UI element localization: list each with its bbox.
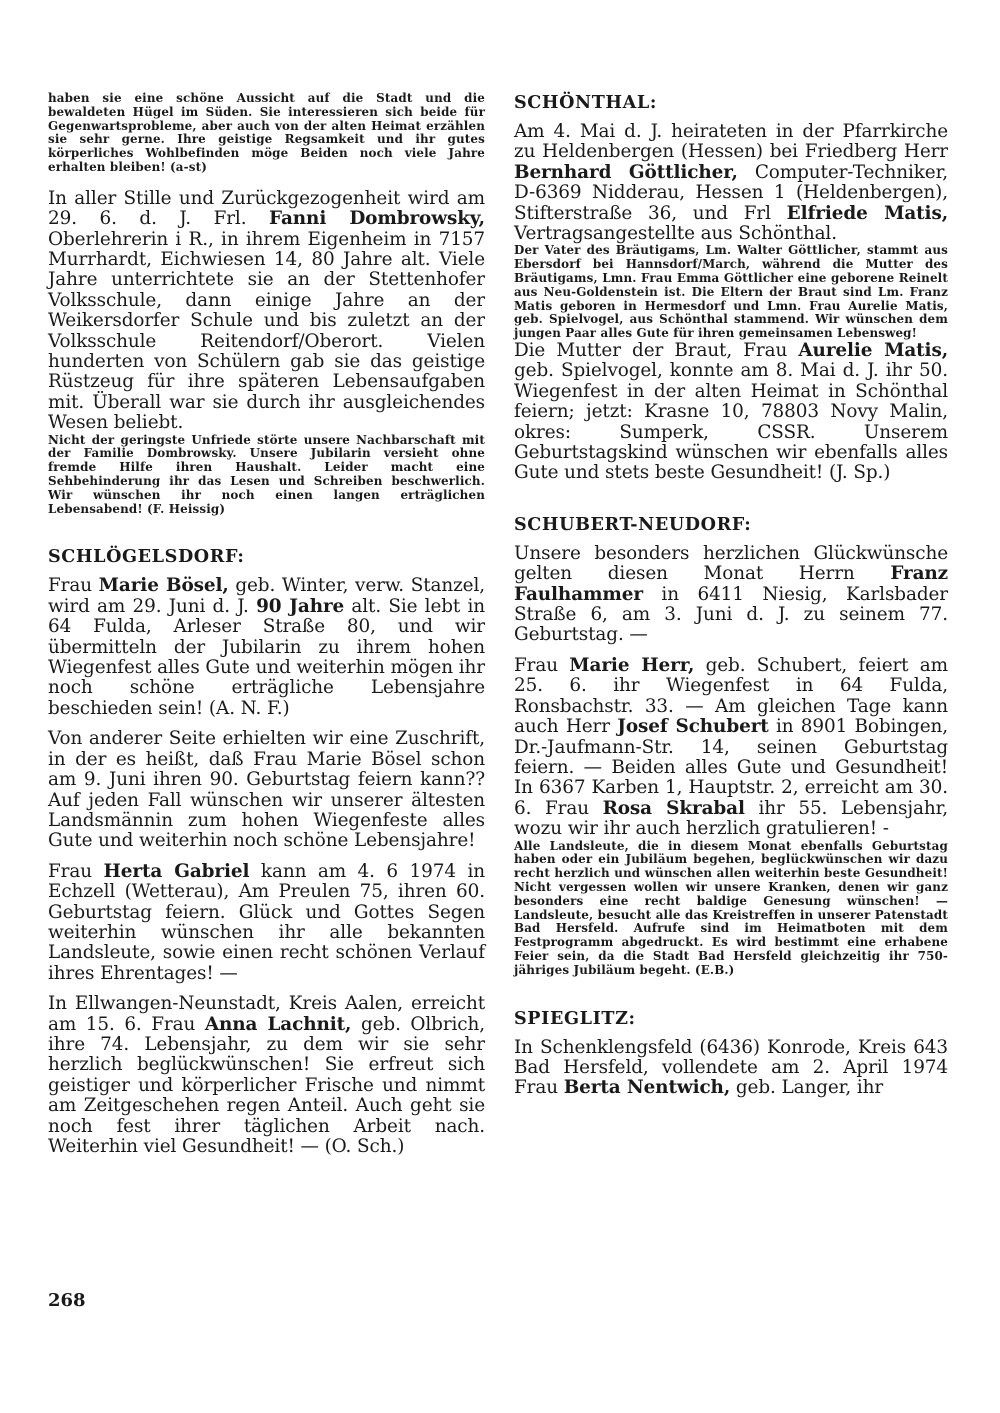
- heading-spieglitz: SPIEGLITZ:: [514, 1007, 636, 1029]
- intro-small-paragraph: haben sie eine schöne Aussicht auf die Stadt und die bewaldeten Hügel im Süden. Sie interessieren sich beide für Gegenwartsprobleme, aber auch von der alten Heimat erzählen sie sehr gerne. Ihre geistige Regsamkeit und ihr gutes körperliches Wohlbefinden möge Beiden noch viele Jahre erhalten bleiben! (a-st): [48, 91, 485, 174]
- person-name: Berta Nentwich,: [563, 1077, 731, 1099]
- heading-schubert-neudorf: SCHUBERT-NEUDORF:: [514, 513, 752, 535]
- herr-paragraph: Frau Marie Herr, geb. Schubert, feiert am 25. 6. ihr Wiegenfest in 64 Fulda, Ronsbachstr. 33. — Am gleichen Tage kann auch Herr Josef Schubert in 8901 Bobingen, Dr.-Jaufmann-Str. 14, seinen Geburtstag feiern. — Beiden alles Gute und Gesundheit! In 6367 Karben 1, Hauptstr. 2, erreicht am 30. 6. Frau Rosa Skrabal ihr 55. Lebensjahr, wozu wir ihr auch herzlich gratulieren! -: [514, 654, 949, 840]
- goettlicher-paragraph: Am 4. Mai d. J. heirateten in der Pfarrkirche zu Heldenbergen (Hessen) bei Friedberg Herr Bernhard Göttlicher, Computer-Techniker, D-6369 Nidderau, Hessen 1 (Heldenbergen), Stifterstraße 36, und Frl Elfriede Matis, Vertragsangestellte aus Schönthal.: [514, 121, 948, 245]
- faulhammer-paragraph: Unsere besonders herzlichen Glückwünsche gelten diesen Monat Herrn Franz Faulhammer in 6411 Niesig, Karlsbader Straße 6, am 3. Juni d. J. zu seinem 77. Geburtstag. —: [514, 542, 948, 646]
- person-name: Franz Faulhammer: [514, 563, 948, 605]
- left-column: [48, 92, 485, 1157]
- boesel-paragraph: Frau Marie Bösel, geb. Winter, verw. Stanzel, wird am 29. Juni d. J. 90 Jahre alt. Sie lebt in 64 Fulda, Arleser Straße 80, und wir übermitteln der Jubilarin zu ihrem hohen Wiegenfest alles Gute und weiterhin mögen ihr noch schöne erträgliche Lebensjahre beschieden sein! (A. N. F.): [48, 575, 485, 719]
- person-name: Rosa Skrabal: [602, 797, 745, 819]
- dombrowsky-paragraph: In aller Stille und Zurückgezogenheit wird am 29. 6. d. J. Frl. Fanni Dombrowsky, Oberlehrerin i R., in ihrem Eigenheim in 7157 Murrhardt, Eichwiesen 14, 80 Jahre alt. Viele Jahre unterrichtete sie an der Stettenhofer Volksschule, dann einige Jahre an der Weikersdorfer Schule und bis zuletzt an der Volksschule Reitendorf/Oberort. Vielen hunderten von Schülern gab sie das geistige Rüstzeug für ihre späteren Lebensaufgaben mit. Überall war sie durch ihr ausgleichendes Wesen beliebt.: [48, 187, 485, 434]
- dombrowsky-small-paragraph: Nicht der geringste Unfriede störte unsere Nachbarschaft mit der Familie Dombrowsky. Unsere Jubilarin versieht ohne fremde Hilfe ihren Haushalt. Leider macht eine Sehbehinderung ihr das Lesen und Schreiben beschwerlich. Wir wünschen ihr noch einen langen erträglichen Lebensabend! (F. Heissig): [48, 432, 485, 516]
- person-name: Elfriede Matis,: [786, 202, 948, 224]
- lachnit-paragraph: In Ellwangen-Neunstadt, Kreis Aalen, erreicht am 15. 6. Frau Anna Lachnit, geb. Olbrich, ihre 74. Lebensjahr, zu dem wir sie sehr herzlich beglückwünschen! Sie erfreut sich geistiger und körperlicher Frische und nimmt am Zeitgeschehen regen Anteil. Auch geht sie noch fest ihrer täglichen Arbeit nach. Weiterhin viel Gesundheit! — (O. Sch.): [48, 993, 485, 1157]
- zuschrift-paragraph: Von anderer Seite erhielten wir eine Zuschrift, in der es heißt, daß Frau Marie Bösel schon am 9. Juni ihren 90. Geburtstag feiern kann?? Auf jeden Fall wünschen wir unserer ältesten Landsmännin zum hohen Wiegenfeste alles Gute und weiterhin noch schöne Lebensjahre!: [48, 728, 485, 852]
- person-name: Bernhard Göttlicher,: [514, 161, 738, 183]
- person-name: Anna Lachnit,: [204, 1013, 352, 1035]
- person-name: Marie Bösel,: [98, 575, 229, 597]
- nentwich-paragraph: In Schenklengsfeld (6436) Konrode, Kreis 643 Bad Hersfeld, vollendete am 2. April 1974 Frau Berta Nentwich, geb. Langer, ihr: [514, 1036, 948, 1099]
- person-name: Fanni Dombrowsky,: [269, 208, 485, 230]
- goettlicher-small-paragraph: Der Vater des Bräutigams, Lm. Walter Göttlicher, stammt aus Ebersdorf bei Hannsdorf/March, während die Mutter des Bräutigams, Lmn. Frau Emma Göttlicher eine geborene Reinelt aus Neu-Goldenstein ist. Die Eltern der Braut sind Lm. Franz Matis geboren in Hermesdorf und Lmn. Frau Aurelie Matis, geb. Spielvogel, aus Schönthal stammend. Wir wünschen dem jungen Paar alles Gute für ihren gemeinsamen Lebensweg!: [514, 243, 948, 341]
- person-name: Marie Herr,: [569, 654, 695, 676]
- page-number: 268: [48, 1290, 86, 1311]
- heading-schoenthal: SCHÖNTHAL:: [514, 92, 657, 113]
- person-name: Herta Gabriel: [103, 860, 250, 882]
- right-column: [514, 92, 948, 1099]
- kreistreffen-small-paragraph: Alle Landsleute, die in diesem Monat ebenfalls Geburtstag haben oder ein Jubiläum begehen, beglückwünschen wir dazu recht herzlich und wünschen allen weiterhin beste Gesundheit! Nicht vergessen wollen wir unsere Kranken, denen wir ganz besonders eine recht baldige Genesung wünschen! — Landsleute, besucht alle das Kreistreffen in unserer Patenstadt Bad Hersfeld. Aufrufe sind im Heimatboten mit dem Festprogramm abgedruckt. Es wird bestimmt eine erhabene Feier sein, da die Stadt Bad Hersfeld gleichzeitig ihr 750-jähriges Jubiläum begeht. (E.B.): [514, 838, 948, 977]
- gabriel-paragraph: Frau Herta Gabriel kann am 4. 6 1974 in Echzell (Wetterau), Am Preulen 75, ihren 60. Geburtstag feiern. Glück und Gottes Segen weiterhin wünschen ihr alle bekannten Landsleute, sowie einen recht schönen Verlauf ihres Ehrentages! —: [48, 860, 485, 984]
- matis-paragraph: Die Mutter der Braut, Frau Aurelie Matis, geb. Spielvogel, konnte am 8. Mai d. J. ihr 50. Wiegenfest in der alten Heimat in Schönthal feiern; jetzt: Krasne 10, 78803 Novy Malin, okres: Sumperk, CSSR. Unserem Geburtstagskind wünschen wir ebenfalls alles Gute und stets beste Gesundheit! (J. Sp.): [514, 340, 948, 484]
- person-name: Aurelie Matis,: [798, 340, 948, 362]
- event-name: Kreistreffen: [712, 907, 796, 922]
- age-highlight: 90 Jahre: [256, 595, 345, 617]
- heading-schloegelsdorf: SCHLÖGELSDORF:: [48, 546, 245, 568]
- person-name: Josef Schubert: [617, 716, 769, 738]
